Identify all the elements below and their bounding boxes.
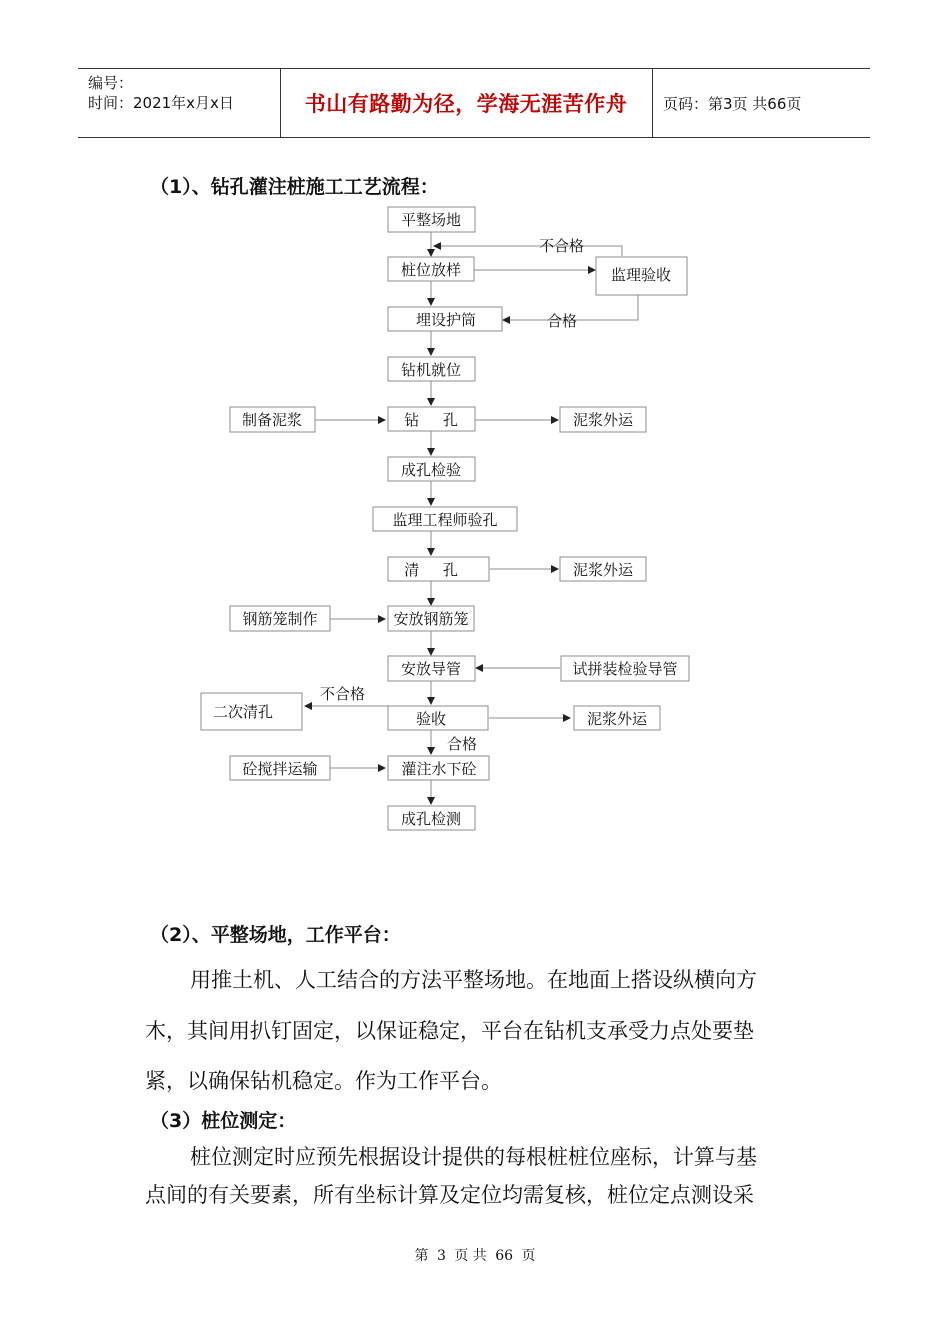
- step-box-10: [388, 606, 474, 631]
- step-label: 桩位放样: [400, 261, 462, 279]
- step-label: 安放导管: [400, 660, 462, 678]
- step-label: 清 孔: [404, 561, 458, 579]
- step-box-pipe-test: [561, 656, 689, 681]
- step-box-6: [388, 407, 475, 431]
- step-label: 泥浆外运: [572, 411, 634, 429]
- step-box-7: [388, 457, 475, 481]
- section2-heading: （2）、平整场地，工作平台：: [150, 924, 401, 946]
- step-box-concrete-mix: [230, 756, 330, 780]
- step-label: 制备泥浆: [241, 411, 303, 429]
- step-label: 试拼装检验导管: [572, 660, 678, 678]
- step-label: 成孔检验: [400, 461, 462, 479]
- step-box-mud-out-3: [574, 706, 660, 730]
- step-label: 泥浆外运: [572, 561, 634, 579]
- step-box-mud-out-2: [560, 557, 646, 581]
- step-box-supervision: [596, 257, 687, 295]
- footer-prefix: 第: [414, 1248, 429, 1264]
- arrow-fail1: [434, 246, 622, 256]
- step-box-13: [388, 756, 489, 780]
- step-box-mud-out-1: [560, 407, 646, 432]
- step-box-5: [388, 357, 475, 381]
- fail-label-1: 不合格: [539, 237, 585, 255]
- section3-heading: （3）桩位测定：: [150, 1110, 297, 1132]
- step-label: 泥浆外运: [586, 710, 648, 728]
- section2-line-2: 木，其间用扒钉固定，以保证稳定，平台在钻机支承受力点处要垫: [145, 1019, 754, 1043]
- step-label: 成孔检测: [400, 810, 462, 828]
- motto: 书山有路勤为径，学海无涯苦作舟: [304, 92, 628, 116]
- step-box-cage-make: [230, 606, 330, 631]
- step-box-9: [388, 557, 489, 581]
- step-label: 平整场地: [400, 211, 462, 229]
- step-box-11: [388, 656, 475, 681]
- step-label: 监理工程师验孔: [392, 511, 498, 529]
- footer-suffix: 页: [521, 1248, 536, 1264]
- step-box-4: [388, 307, 502, 331]
- section2-line-1: 用推土机、人工结合的方法平整场地。在地面上搭设纵横向方: [190, 968, 757, 992]
- number-label: 编号：: [88, 74, 134, 92]
- step-label: 灌注水下砼: [401, 760, 477, 778]
- footer-page-number: 3: [436, 1248, 446, 1264]
- step-label: 安放钢筋笼: [393, 610, 469, 628]
- step-box-8: [373, 507, 517, 531]
- step-box-mud-prep: [230, 407, 315, 432]
- fail-label-2: 不合格: [320, 685, 366, 703]
- step-label: 钻机就位: [400, 361, 462, 379]
- section2-line-3: 紧，以确保钻机稳定。作为工作平台。: [145, 1069, 502, 1093]
- step-label: 验收: [415, 710, 447, 728]
- pass-label-2: 合格: [447, 735, 478, 753]
- page-footer: [0, 1245, 950, 1265]
- step-label: 钻 孔: [404, 411, 458, 429]
- step-box-2: [388, 257, 474, 281]
- step-label: 监理验收: [610, 266, 672, 284]
- step-box-12: [388, 706, 488, 730]
- time-label: 时间：2021年x月x日: [88, 94, 234, 112]
- step-box-14: [388, 806, 475, 830]
- footer-mid: 页 共: [454, 1248, 487, 1264]
- step-box-1: [388, 207, 475, 232]
- page-info: 页码：第3页 共66页: [663, 94, 802, 113]
- footer-total-pages: 66: [495, 1248, 514, 1264]
- step-label: 砼搅拌运输: [242, 760, 318, 778]
- section3-line-2: 点间的有关要素，所有坐标计算及定位均需复核，桩位定点测设采: [145, 1183, 754, 1207]
- step-label: 钢筋笼制作: [242, 610, 318, 628]
- pass-label-1: 合格: [547, 312, 578, 330]
- step-box-second-clean: [201, 693, 302, 730]
- step-label: 二次清孔: [213, 703, 274, 721]
- step-label: 埋设护筒: [415, 311, 477, 329]
- section3-line-1: 桩位测定时应预先根据设计提供的每根桩桩位座标，计算与基: [190, 1145, 757, 1169]
- section1-heading: （1）、钻孔灌注桩施工工艺流程：: [150, 176, 439, 198]
